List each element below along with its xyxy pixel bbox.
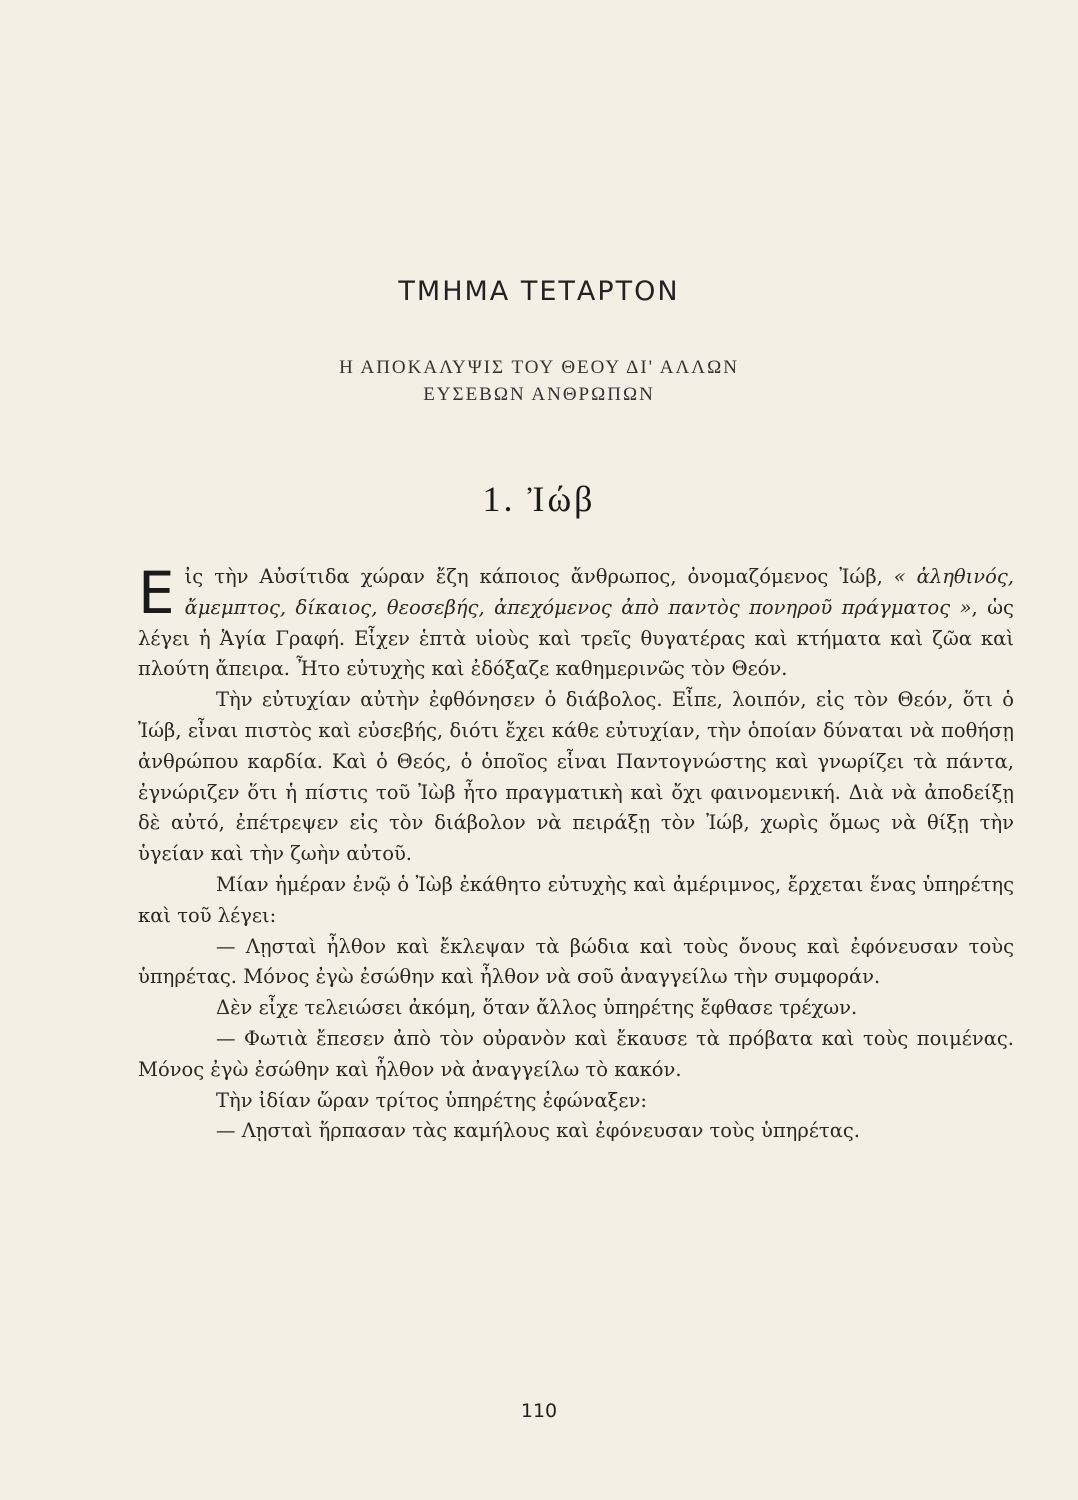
paragraph-8: — Λῃσταὶ ἥρπασαν τὰς καμήλους καὶ ἐφόνευσαν τοὺς ὑπηρέτας. <box>216 1119 860 1143</box>
drop-cap: Ε <box>138 559 175 627</box>
paragraph-6: — Φωτιὰ ἔπεσεν ἀπὸ τὸν οὐρανὸν καὶ ἔκαυσε τὰ πρόβατα καὶ τοὺς ποιμένας. Μόνος ἐγὼ ἐσώθην καὶ ἦλθον νὰ ἀναγγείλω τὸ κακόν. <box>138 1026 1014 1081</box>
subtitle-line-2: ΕΥΣΕΒΩΝ ΑΝΘΡΩΠΩΝ <box>423 384 655 405</box>
section-title: ΤΜΗΜΑ ΤΕΤΑΡΤΟΝ <box>398 276 680 307</box>
chapter-heading: 1. Ἰώβ <box>482 479 596 519</box>
paragraph-1 <box>138 559 1014 685</box>
paragraph-2: Τὴν εὐτυχίαν αὐτὴν ἐφθόνησεν ὁ διάβολος. Εἶπε, λοιπόν, εἰς τὸν Θεόν, ὅτι ὁ Ἰώβ, εἶναι πιστὸς καὶ εὐσεβής, διότι ἔχει κάθε εὐτυχίαν, τὴν ὁποίαν δύναται νὰ ποθήσῃ ἀνθρώπου καρδία. Καὶ ὁ Θεός, ὁ ὁποῖος εἶναι Παντογνώστης καὶ γνωρίζει τὰ πάντα, ἐγνώριζεν ὅτι ἡ πίστις τοῦ Ἰὼβ ἦτο πραγματικὴ καὶ ὄχι φαινομενική. Διὰ νὰ ἀποδείξῃ δὲ αὐτό, ἐπέτρεψεν εἰς τὸν διάβολον νὰ πειράξῃ τὸν Ἰώβ, χωρὶς ὅμως νὰ θίξῃ τὴν ὑγείαν καὶ τὴν ζωὴν αὐτοῦ. <box>138 688 1014 866</box>
body-text <box>138 559 1014 1147</box>
subtitle-line-1: Η ΑΠΟΚΑΛΥΨΙΣ ΤΟΥ ΘΕΟΥ ΔΙ' ΑΛΛΩΝ <box>339 357 739 378</box>
paragraph-1-after-quote: , ὡς λέγει ἡ Ἁγία Γραφή. Εἶχεν ἑπτὰ υἱοὺς καὶ τρεῖς θυγατέρας καὶ κτήματα καὶ ζῶα καὶ πλούτη ἄπειρα. Ἦτο εὐτυχὴς καὶ ἐδόξαζε καθημερινῶς τὸν Θεόν. <box>138 595 1014 681</box>
paragraph-7: Τὴν ἰδίαν ὥραν τρίτος ὑπηρέτης ἐφώναξεν: <box>216 1088 647 1112</box>
paragraph-4: — Λῃσταὶ ἦλθον καὶ ἔκλεψαν τὰ βώδια καὶ τοὺς ὄνους καὶ ἐφόνευσαν τοὺς ὑπηρέτας. Μόνος ἐγὼ ἐσώθην καὶ ἦλθον νὰ σοῦ ἀναγγείλω τὴν συμφοράν. <box>138 934 1014 989</box>
paragraph-3: Μίαν ἡμέραν ἐνῷ ὁ Ἰὼβ ἐκάθητο εὐτυχὴς καὶ ἀμέριμνος, ἔρχεται ἕνας ὑπηρέτης καὶ τοῦ λέγει: <box>138 872 1014 927</box>
paragraph-1-before-quote: ἰς τὴν Αὐσίτιδα χώραν ἔζη κάποιος ἄνθρωπος, ὀνομαζόμενος Ἰώβ, <box>184 565 894 588</box>
paragraph-5: Δὲν εἶχε τελειώσει ἀκόμη, ὅταν ἄλλος ὑπηρέτης ἔφθασε τρέχων. <box>216 996 858 1020</box>
paragraph-1-quote: « ἀληθινός, ἄμεμπτος, δίκαιος, θεοσεβής, ἀπεχόμενος ἀπὸ παντὸς πονηροῦ πράγματος » <box>184 565 1014 619</box>
page-number: 110 <box>520 1400 558 1422</box>
